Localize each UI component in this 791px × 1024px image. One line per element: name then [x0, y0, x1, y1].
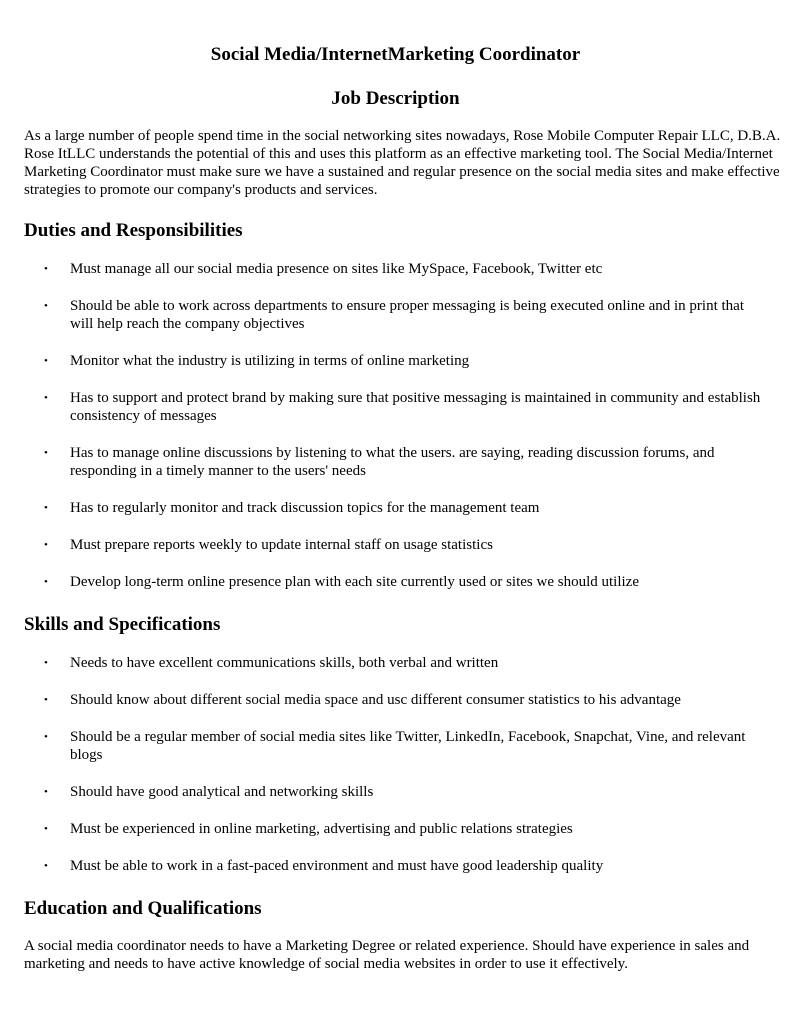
bullet-icon: • — [44, 860, 48, 872]
bullet-icon: • — [44, 694, 48, 706]
bullet-icon: • — [44, 447, 48, 459]
skills-list — [0, 654, 791, 894]
bullet-icon: • — [44, 576, 48, 588]
duties-list-item — [0, 444, 791, 480]
document-subtitle: Job Description — [331, 88, 460, 109]
skills-list-item — [0, 857, 791, 875]
skills-list-item — [0, 654, 791, 672]
skills-item-text: Should know about different social media space and usc different consumer statistics to his advantage — [70, 692, 681, 708]
skills-item-text: Must be able to work in a fast-paced environment and must have good leadership quality — [70, 858, 604, 874]
duties-item-text: Must prepare reports weekly to update internal staff on usage statistics — [70, 537, 493, 553]
bullet-icon: • — [44, 502, 48, 514]
duties-item-text: Has to support and protect brand by making sure that positive messaging is maintained in community and establish consistency of messages — [70, 390, 761, 424]
education-heading: Education and Qualifications — [24, 898, 262, 919]
skills-item-text: Should have good analytical and networking skills — [70, 784, 374, 800]
bullet-icon: • — [44, 823, 48, 835]
bullet-icon: • — [44, 786, 48, 798]
skills-item-text: Must be experienced in online marketing, advertising and public relations strategies — [70, 821, 573, 837]
education-paragraph: A social media coordinator needs to have a Marketing Degree or related experience. Should have experience in sales and marketing and needs to have active knowledge of social media websites in order to use it effectively. — [24, 938, 750, 972]
skills-item-text: Needs to have excellent communications skills, both verbal and written — [70, 655, 499, 671]
intro-paragraph: As a large number of people spend time in the social networking sites nowadays, Rose Mobile Computer Repair LLC, D.B.A. Rose ItLLC understands the potential of this and uses this platform as an effective marketing tool. The Social Media/Internet Marketing Coordinator must make sure we have a sustained and regular presence on the social media sites and make effective strategies to promote our company's products and services. — [24, 128, 781, 198]
duties-list-item — [0, 536, 791, 554]
bullet-icon: • — [44, 392, 48, 404]
duties-list-item — [0, 260, 791, 278]
bullet-icon: • — [44, 657, 48, 669]
duties-item-text: Must manage all our social media presence on sites like MySpace, Facebook, Twitter etc — [70, 261, 603, 277]
duties-list-item — [0, 573, 791, 591]
duties-list-item — [0, 297, 791, 333]
duties-item-text: Monitor what the industry is utilizing in terms of online marketing — [70, 353, 470, 369]
skills-list-item — [0, 728, 791, 764]
skills-item-text: Should be a regular member of social media sites like Twitter, LinkedIn, Facebook, Snapchat, Vine, and relevant blogs — [70, 729, 746, 763]
skills-list-item — [0, 783, 791, 801]
duties-item-text: Has to manage online discussions by listening to what the users. are saying, reading discussion forums, and responding in a timely manner to the users' needs — [70, 445, 715, 479]
duties-list-item — [0, 389, 791, 425]
duties-list-item — [0, 352, 791, 370]
skills-list-item — [0, 820, 791, 838]
bullet-icon: • — [44, 731, 48, 743]
duties-heading: Duties and Responsibilities — [24, 220, 243, 241]
duties-item-text: Develop long-term online presence plan with each site currently used or sites we should utilize — [70, 574, 639, 590]
document-title: Social Media/InternetMarketing Coordinator — [210, 44, 581, 65]
bullet-icon: • — [44, 263, 48, 275]
skills-list-item — [0, 691, 791, 709]
duties-item-text: Has to regularly monitor and track discussion topics for the management team — [70, 500, 540, 516]
duties-list — [0, 260, 791, 610]
bullet-icon: • — [44, 355, 48, 367]
bullet-icon: • — [44, 300, 48, 312]
skills-heading: Skills and Specifications — [24, 614, 221, 635]
bullet-icon: • — [44, 539, 48, 551]
duties-item-text: Should be able to work across departments to ensure proper messaging is being executed online and in print that will help reach the company objectives — [70, 298, 744, 332]
duties-list-item — [0, 499, 791, 517]
